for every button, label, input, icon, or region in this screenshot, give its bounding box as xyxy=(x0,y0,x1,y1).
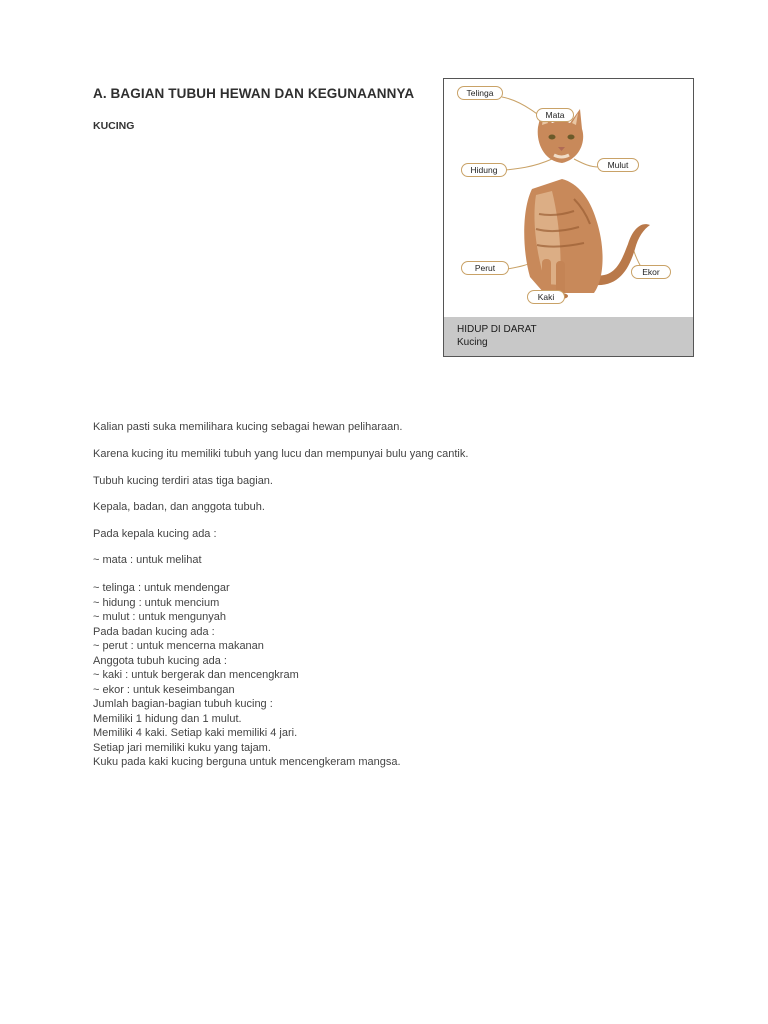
text-line: ~ hidung : untuk mencium xyxy=(93,596,220,609)
section-subtitle: KUCING xyxy=(93,120,135,132)
cat-anatomy-figure xyxy=(443,78,694,357)
text-line: Setiap jari memiliki kuku yang tajam. xyxy=(93,741,271,754)
label-mulut: Mulut xyxy=(597,158,639,172)
text-line: ~ perut : untuk mencerna makanan xyxy=(93,640,264,652)
document-title: A. BAGIAN TUBUH HEWAN DAN KEGUNAANNYA xyxy=(93,86,415,101)
paragraph: Kalian pasti suka memilihara kucing sebagai hewan peliharaan. xyxy=(93,421,403,433)
paragraph: Pada kepala kucing ada : xyxy=(93,528,217,540)
text-line: ~ ekor : untuk keseimbangan xyxy=(93,683,235,696)
body-text-list xyxy=(93,581,401,770)
label-telinga: Telinga xyxy=(457,86,503,100)
paragraph: Karena kucing itu memiliki tubuh yang lucu dan mempunyai bulu yang cantik. xyxy=(93,448,469,460)
label-kaki: Kaki xyxy=(527,290,565,304)
text-line: Pada badan kucing ada : xyxy=(93,625,215,638)
caption-habitat: HIDUP DI DARAT xyxy=(457,324,537,335)
text-line: ~ kaki : untuk bergerak dan mencengkram xyxy=(93,669,299,681)
label-perut: Perut xyxy=(461,261,509,275)
label-mata: Mata xyxy=(536,108,574,122)
label-hidung: Hidung xyxy=(461,163,507,177)
label-ekor: Ekor xyxy=(631,265,671,279)
text-line: Kuku pada kaki kucing berguna untuk mencengkeram mangsa. xyxy=(93,756,401,768)
text-line: ~ mulut : untuk mengunyah xyxy=(93,611,226,623)
paragraph: ~ mata : untuk melihat xyxy=(93,554,202,566)
text-line: ~ telinga : untuk mendengar xyxy=(93,582,230,594)
text-line: Jumlah bagian-bagian tubuh kucing : xyxy=(93,698,273,710)
caption-animal: Kucing xyxy=(457,337,488,348)
paragraph: Kepala, badan, dan anggota tubuh. xyxy=(93,501,265,513)
figure-caption xyxy=(444,317,693,356)
text-line: Anggota tubuh kucing ada : xyxy=(93,654,227,667)
text-line: Memiliki 4 kaki. Setiap kaki memiliki 4 jari. xyxy=(93,727,298,739)
text-line: Memiliki 1 hidung dan 1 mulut. xyxy=(93,712,242,725)
paragraph: Tubuh kucing terdiri atas tiga bagian. xyxy=(93,475,273,487)
